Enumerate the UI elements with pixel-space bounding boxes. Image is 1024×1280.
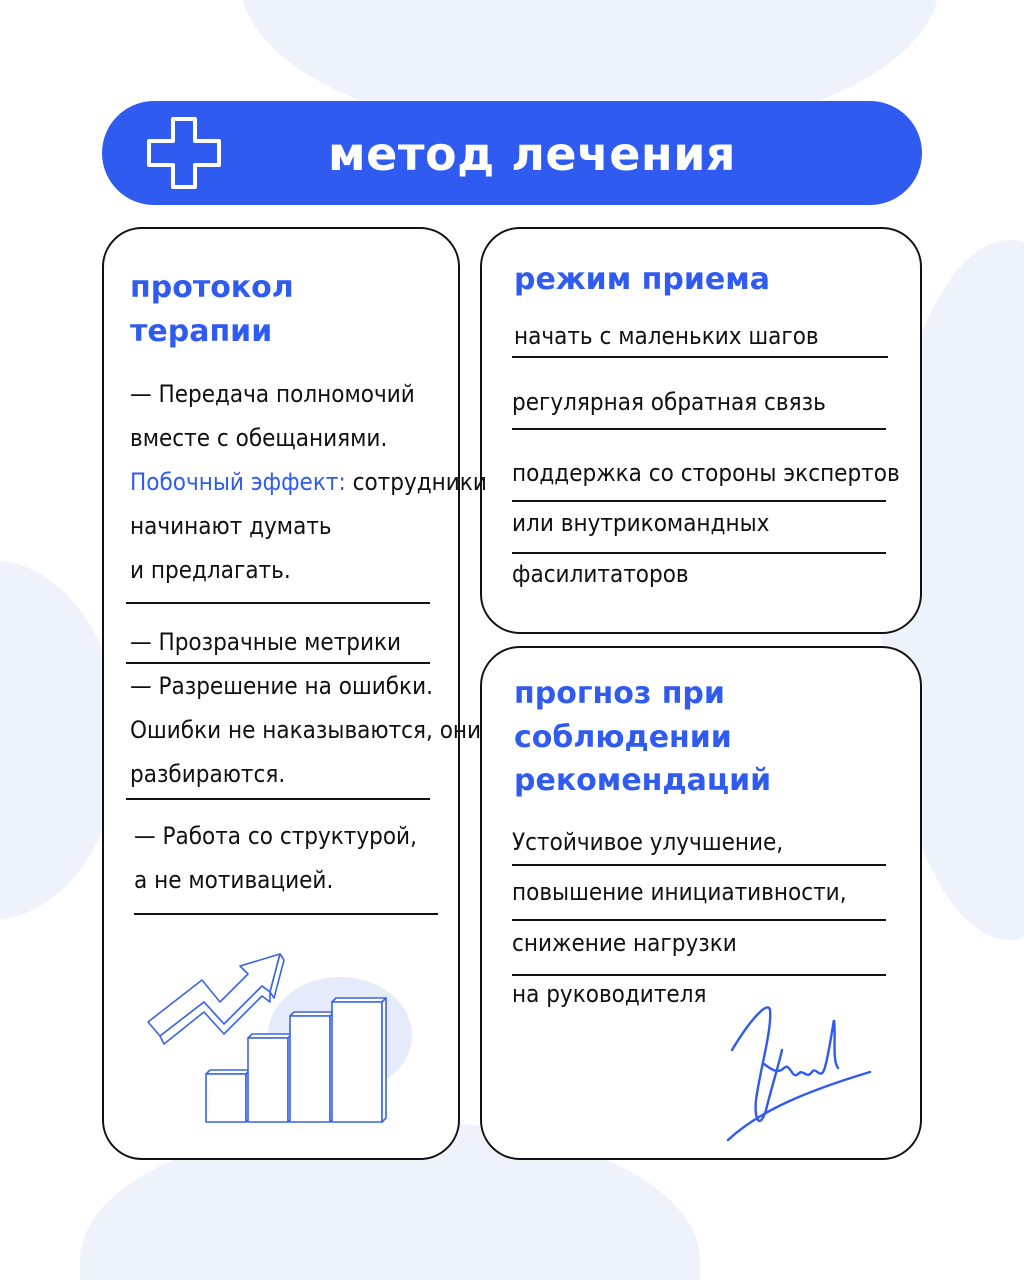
protocol-item1-line3 bbox=[130, 460, 487, 504]
regimen-line-5: фасилитаторов bbox=[512, 560, 689, 588]
protocol-item-delegation bbox=[130, 372, 487, 592]
prognosis-line-4: на руководителя bbox=[512, 980, 707, 1008]
divider bbox=[512, 356, 888, 358]
prognosis-title-line3: рекомендаций bbox=[514, 763, 772, 798]
prognosis-title-line2: соблюдении bbox=[514, 719, 732, 755]
protocol-item3-line3: разбираются. bbox=[130, 760, 286, 788]
prognosis-title bbox=[514, 672, 771, 803]
protocol-item3-line1: — Разрешение на ошибки. bbox=[130, 672, 433, 700]
protocol-item3-line2: Ошибки не наказываются, они bbox=[130, 716, 482, 744]
protocol-item-structure bbox=[134, 814, 417, 902]
protocol-item4-line1: — Работа со структурой, bbox=[134, 822, 417, 850]
regimen-line-4: или внутрикомандных bbox=[512, 509, 770, 537]
growth-chart-icon bbox=[140, 940, 420, 1130]
medical-cross-icon bbox=[146, 116, 222, 190]
prognosis-line-2: повышение инициативности, bbox=[512, 878, 847, 906]
protocol-title-line1: протокол bbox=[130, 270, 294, 305]
header-title: метод лечения bbox=[328, 127, 736, 181]
signature-icon bbox=[720, 990, 880, 1150]
protocol-item-errors bbox=[130, 664, 481, 796]
side-effect-rest: сотрудники bbox=[345, 468, 487, 496]
protocol-item1-line2: вместе с обещаниями. bbox=[130, 424, 388, 452]
regimen-line-3: поддержка со стороны экспертов bbox=[512, 459, 900, 487]
prognosis-line-1: Устойчивое улучшение, bbox=[512, 828, 784, 856]
protocol-item-metrics: — Прозрачные метрики bbox=[130, 628, 402, 656]
regimen-line-1: начать с маленьких шагов bbox=[514, 322, 819, 350]
divider bbox=[134, 913, 438, 915]
protocol-item1-line4: начинают думать bbox=[130, 512, 332, 540]
divider bbox=[126, 798, 430, 800]
divider bbox=[126, 602, 430, 604]
protocol-item1-line5: и предлагать. bbox=[130, 556, 291, 584]
regimen-line-2: регулярная обратная связь bbox=[512, 388, 826, 416]
divider bbox=[512, 864, 886, 866]
divider bbox=[512, 428, 886, 430]
protocol-item1-line1: — Передача полномочий bbox=[130, 380, 415, 408]
header-banner bbox=[102, 101, 922, 205]
prognosis-title-line1: прогноз при bbox=[514, 676, 725, 711]
protocol-title-line2: терапии bbox=[130, 313, 273, 349]
protocol-title bbox=[130, 266, 294, 353]
prognosis-line-3: снижение нагрузки bbox=[512, 929, 737, 957]
protocol-item4-line2: а не мотивацией. bbox=[134, 866, 334, 894]
side-effect-label: Побочный эффект: bbox=[130, 468, 346, 496]
regimen-title: режим приема bbox=[514, 262, 770, 297]
